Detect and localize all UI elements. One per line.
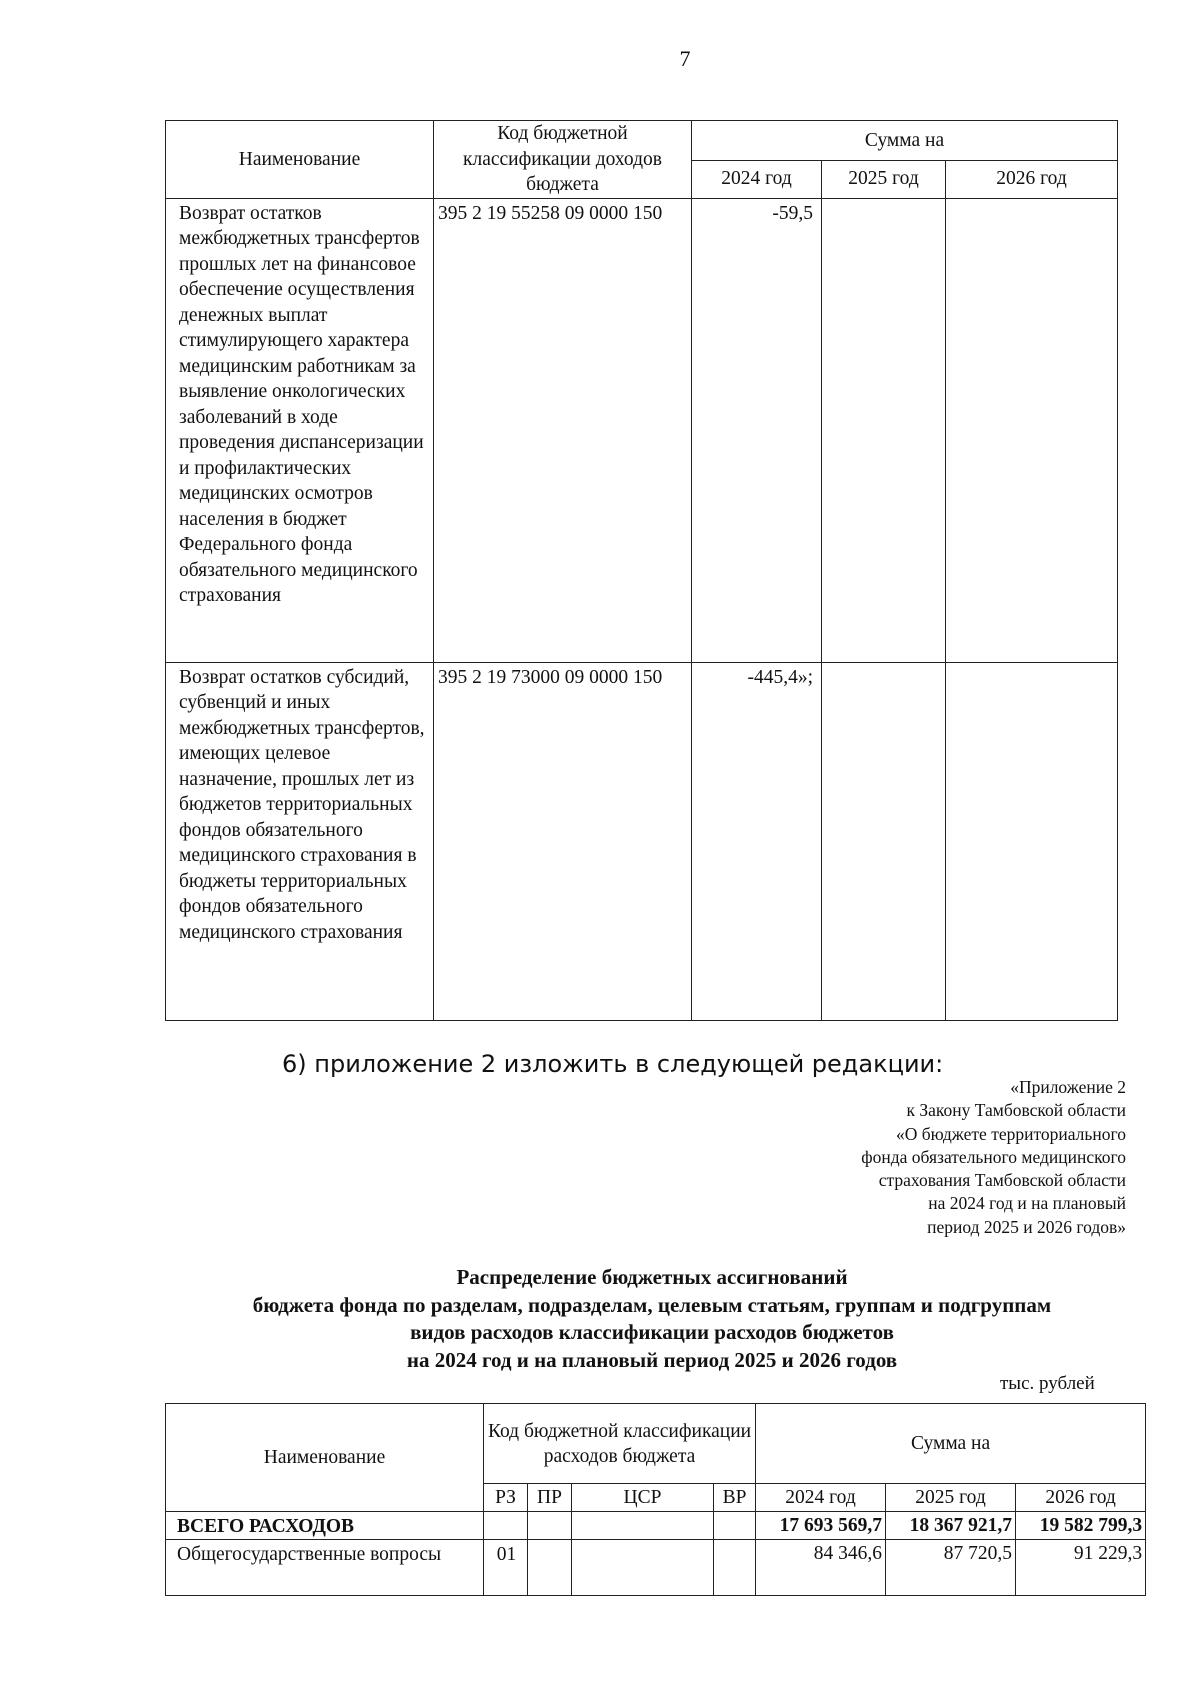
header-rz: РЗ — [484, 1484, 528, 1512]
row-csr — [572, 1512, 714, 1540]
row-code: 395 2 19 55258 09 0000 150 — [434, 198, 692, 662]
row-value-2024: 84 346,6 — [756, 1540, 886, 1596]
header-year-2024: 2024 год — [692, 160, 822, 198]
row-code: 395 2 19 73000 09 0000 150 — [434, 662, 692, 1020]
row-value-2026: 91 229,3 — [1016, 1540, 1146, 1596]
title-line: Распределение бюджетных ассигнований — [456, 1265, 848, 1289]
row-vr — [714, 1512, 756, 1540]
expenses-table — [165, 1403, 1146, 1596]
row-rz: 01 — [484, 1540, 528, 1596]
header-sum: Сумма на — [692, 121, 1118, 161]
header-sum: Сумма на — [756, 1404, 1146, 1484]
header-year-2026: 2026 год — [946, 160, 1118, 198]
row-name: Общегосударственные вопросы — [166, 1540, 484, 1596]
appendix-reference — [706, 1076, 1126, 1239]
table-row — [166, 1540, 1146, 1596]
header-pr: ПР — [528, 1484, 572, 1512]
row-pr — [528, 1512, 572, 1540]
header-name: Наименование — [166, 1404, 484, 1512]
header-year-2024: 2024 год — [756, 1484, 886, 1512]
page-number: 7 — [679, 46, 691, 71]
row-value-2025 — [822, 662, 946, 1020]
table-row-total — [166, 1512, 1146, 1540]
title-line: на 2024 год и на плановый период 2025 и 2026 годов — [406, 1347, 898, 1372]
header-code: Код бюджетной классификации расходов бюджета — [484, 1404, 756, 1484]
row-name: Возврат остатков субсидий, субвенций и иных межбюджетных трансфертов, имеющих целевое назначение, прошлых лет из бюджетов территориальных фондов обязательного медицинского страхования в бюджеты территориальных фондов обязательного медицинского страхования — [166, 662, 434, 1020]
income-table — [165, 120, 1118, 1021]
header-year-2025: 2025 год — [822, 160, 946, 198]
units-label: тыс. рублей — [1000, 1373, 1095, 1394]
title-line: видов расходов классификации расходов бюджетов — [410, 1320, 894, 1344]
row-value-2024: 17 693 569,7 — [756, 1512, 886, 1540]
row-value-2024: -59,5 — [692, 198, 822, 662]
amendment-instruction: 6) приложение 2 изложить в следующей редакции: — [282, 1050, 944, 1078]
appendix-line: фонда обязательного медицинского — [861, 1146, 1126, 1167]
row-csr — [572, 1540, 714, 1596]
appendix-line: страхования Тамбовской области — [878, 1170, 1126, 1191]
row-value-2026 — [946, 662, 1118, 1020]
row-rz — [484, 1512, 528, 1540]
header-year-2025: 2025 год — [886, 1484, 1016, 1512]
row-name: Возврат остатков межбюджетных трансфертов прошлых лет на финансовое обеспечение осуществления денежных выплат стимулирующего характера медицинским работникам за выявление онкологических заболеваний в ходе проведения диспансеризации и профилактических медицинских осмотров населения в бюджет Федерального фонда обязательного медицинского страхования — [166, 198, 434, 662]
appendix-line: на 2024 год и на плановый — [928, 1193, 1126, 1214]
appendix-line: «Приложение 2 — [1010, 1077, 1126, 1097]
header-year-2026: 2026 год — [1016, 1484, 1146, 1512]
row-value-2025: 87 720,5 — [886, 1540, 1016, 1596]
header-vr: ВР — [714, 1484, 756, 1512]
row-value-2026: 19 582 799,3 — [1016, 1512, 1146, 1540]
row-value-2026 — [946, 198, 1118, 662]
row-value-2024: -445,4»; — [692, 662, 822, 1020]
header-csr: ЦСР — [572, 1484, 714, 1512]
row-vr — [714, 1540, 756, 1596]
appendix-line: период 2025 и 2026 годов» — [927, 1216, 1126, 1237]
table-row — [166, 662, 1118, 1020]
row-value-2025 — [822, 198, 946, 662]
title-line: бюджета фонда по разделам, подразделам, целевым статьям, группам и подгруппам — [252, 1292, 1052, 1317]
row-pr — [528, 1540, 572, 1596]
document-title — [172, 1264, 1132, 1374]
appendix-line: к Закону Тамбовской области — [906, 1100, 1126, 1121]
table-row — [166, 198, 1118, 662]
row-name: ВСЕГО РАСХОДОВ — [166, 1512, 484, 1540]
row-value-2025: 18 367 921,7 — [886, 1512, 1016, 1540]
header-name: Наименование — [166, 121, 434, 199]
appendix-line: «О бюджете территориального — [896, 1123, 1126, 1144]
header-code: Код бюджетной классификации доходов бюджета — [434, 121, 692, 199]
